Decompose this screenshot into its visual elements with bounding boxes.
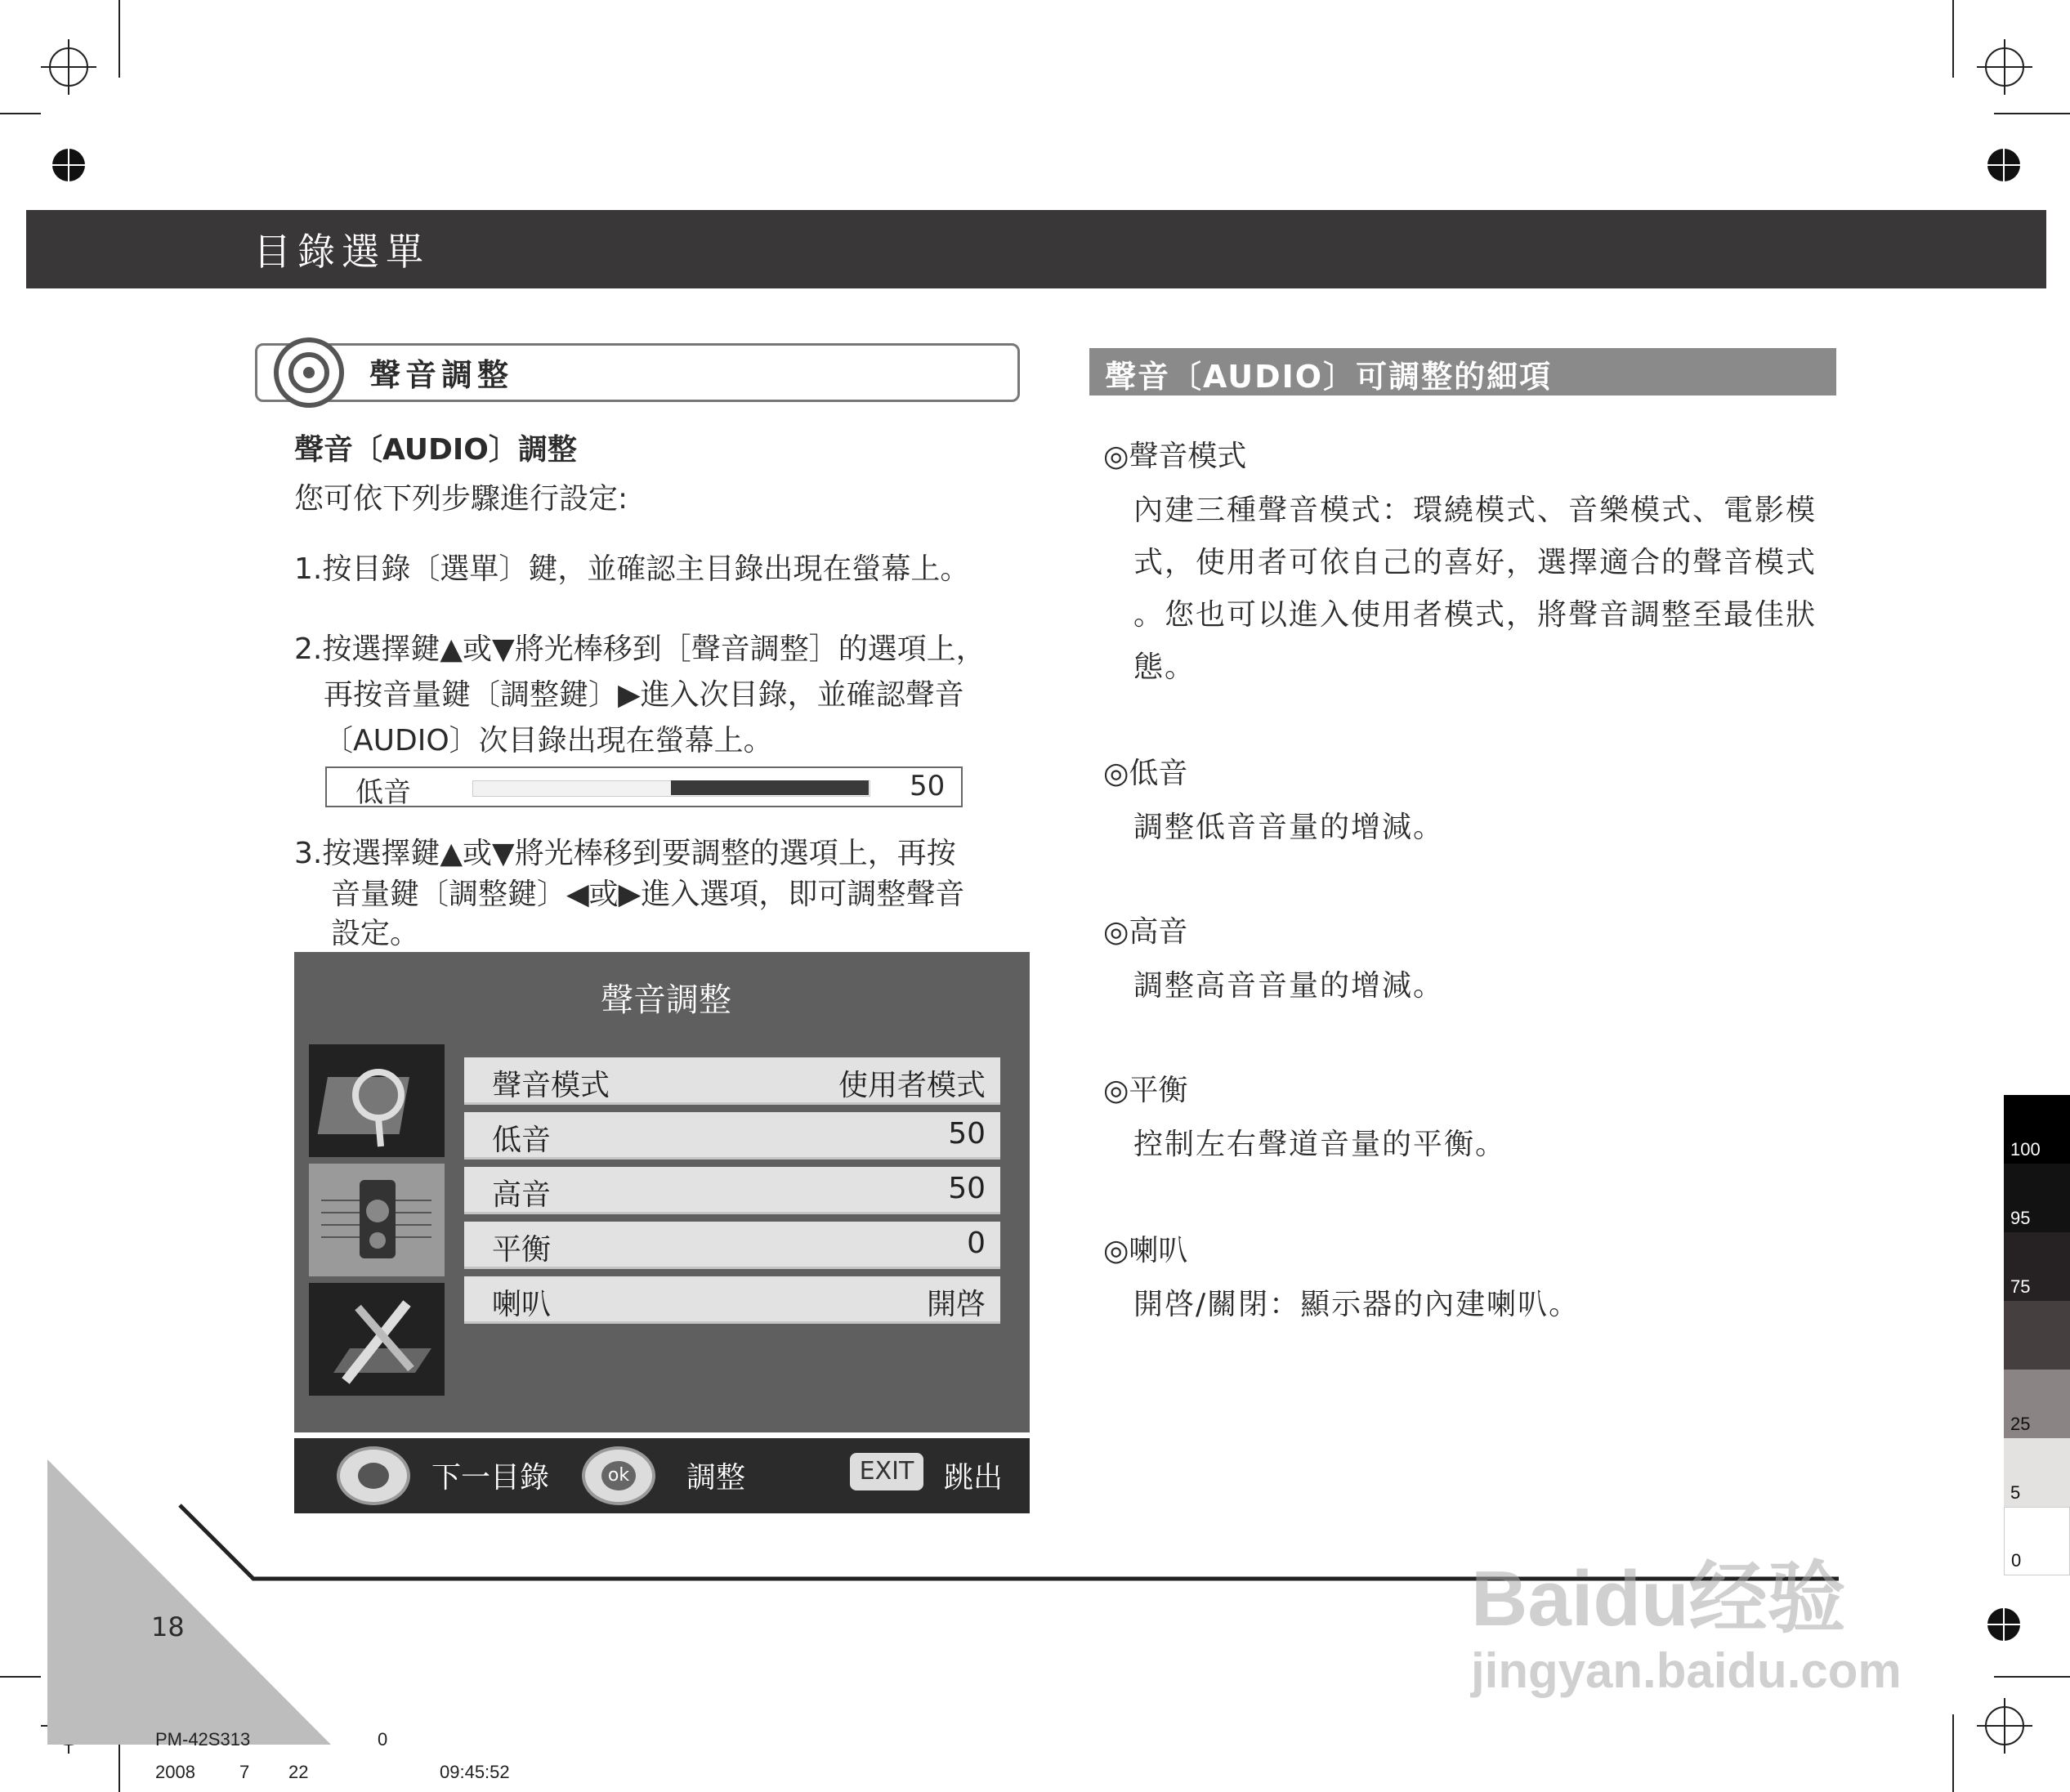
grayscale-patch: 75 — [2004, 1232, 2070, 1301]
picture-search-icon — [309, 1044, 445, 1157]
osd-row-bass[interactable] — [464, 1112, 1000, 1160]
crop-mark — [118, 0, 120, 78]
speaker-music-icon — [309, 1164, 445, 1276]
grayscale-patch: 100 — [2004, 1095, 2070, 1164]
page-number: 18 — [151, 1611, 185, 1642]
footer-exit-label: 跳出 — [944, 1461, 1004, 1495]
osd-sidebar-audio[interactable] — [309, 1164, 445, 1276]
step-2-line-1: 2.按選擇鍵▲或▼將光棒移到［聲音調整］的選項上， — [294, 632, 986, 666]
watermark-url: jingyan.baidu.com — [1471, 1643, 1902, 1698]
osd-row-value: 50 — [948, 1117, 986, 1151]
grayscale-patch: 95 — [2004, 1164, 2070, 1232]
item-title-bass: ◎低音 — [1103, 757, 1188, 790]
item-desc-line: 調整低音音量的增減。 — [1133, 811, 1445, 844]
intro-text: 您可依下列步驟進行設定: — [294, 482, 628, 516]
registration-mark-icon — [49, 47, 88, 87]
osd-row-label: 平衡 — [492, 1233, 552, 1267]
registration-dot-icon — [1987, 149, 2020, 181]
grayscale-patch — [2004, 1301, 2070, 1370]
osd-sidebar-picture[interactable] — [309, 1044, 445, 1157]
registration-mark-icon — [1985, 47, 2024, 87]
osd-row-speaker[interactable] — [464, 1276, 1000, 1324]
item-desc-line: 調整高音音量的增減。 — [1133, 969, 1445, 1003]
watermark-brand: Baidu经验 — [1471, 1555, 1846, 1642]
bass-slider-fill — [671, 780, 870, 795]
osd-row-label: 聲音模式 — [492, 1069, 610, 1102]
section-title: 聲音調整 — [369, 357, 514, 393]
registration-dot-icon — [52, 149, 85, 181]
item-title-balance: ◎平衡 — [1103, 1074, 1188, 1107]
step-3-line-1: 3.按選擇鍵▲或▼將光棒移到要調整的選項上，再按 — [294, 837, 956, 870]
osd-row-balance[interactable] — [464, 1222, 1000, 1269]
footer-adjust-label: 調整 — [686, 1461, 746, 1495]
audio-target-icon — [274, 337, 344, 408]
crop-mark — [1952, 0, 1954, 78]
print-day: 22 — [288, 1762, 309, 1782]
osd-row-label: 喇叭 — [492, 1288, 552, 1321]
crop-mark — [0, 113, 41, 114]
osd-row-sound-mode[interactable] — [464, 1057, 1000, 1105]
item-title-speaker: ◎喇叭 — [1103, 1234, 1188, 1267]
osd-title: 聲音調整 — [601, 981, 731, 1019]
item-desc-line: 態。 — [1133, 650, 1196, 684]
print-time: 09:45:52 — [440, 1762, 510, 1782]
grayscale-patch: 25 — [2004, 1370, 2070, 1438]
audio-heading: 聲音〔AUDIO〕調整 — [294, 433, 577, 467]
exit-button-icon: EXIT — [850, 1453, 923, 1490]
page-zero: 0 — [378, 1729, 388, 1750]
footer-next-label: 下一目錄 — [431, 1461, 550, 1495]
step-1: 1.按目錄〔選單〕鍵，並確認主目錄出現在螢幕上。 — [294, 552, 970, 586]
osd-row-treble[interactable] — [464, 1167, 1000, 1214]
osd-row-value: 50 — [948, 1172, 986, 1205]
print-year: 2008 — [155, 1762, 195, 1782]
item-title-treble: ◎高音 — [1103, 915, 1188, 949]
bass-slider-value: 50 — [910, 770, 946, 802]
model-code: PM-42S313 — [155, 1729, 251, 1750]
right-section-title: 聲音〔AUDIO〕可調整的細項 — [1105, 359, 1553, 395]
item-desc-line: 開啓/關閉：顯示器的內建喇叭。 — [1133, 1288, 1580, 1321]
tools-icon — [309, 1283, 445, 1396]
print-month: 7 — [239, 1762, 250, 1782]
item-desc-line: 控制左右聲道音量的平衡。 — [1133, 1128, 1507, 1161]
step-3-line-2: 音量鍵〔調整鍵〕◀或▶進入選項，即可調整聲音 — [331, 878, 965, 911]
bass-slider-label: 低音 — [355, 776, 411, 809]
grayscale-patch: 0 — [2004, 1507, 2070, 1575]
osd-row-label: 高音 — [492, 1178, 552, 1212]
crop-mark — [1994, 113, 2070, 114]
osd-row-value: 開啓 — [926, 1288, 986, 1321]
grayscale-patch: 5 — [2004, 1438, 2070, 1507]
step-3-line-3: 設定。 — [331, 917, 420, 950]
item-desc-line: 式，使用者可依自己的喜好，選擇適合的聲音模式 — [1133, 546, 1817, 579]
item-desc-line: 內建三種聲音模式：環繞模式、音樂模式、電影模 — [1133, 494, 1817, 527]
step-2-line-2: 再按音量鍵〔調整鍵〕▶進入次目錄，並確認聲音 — [324, 678, 964, 712]
osd-sidebar-setup[interactable] — [309, 1283, 445, 1396]
item-desc-line: 。您也可以進入使用者模式，將聲音調整至最佳狀 — [1133, 598, 1817, 632]
osd-row-value: 0 — [967, 1227, 986, 1260]
osd-row-value: 使用者模式 — [838, 1069, 986, 1102]
ok-pad-icon: ok — [582, 1446, 655, 1505]
step-2-line-3: 〔AUDIO〕次目錄出現在螢幕上。 — [324, 724, 773, 757]
page-title: 目錄選單 — [253, 230, 430, 274]
osd-row-label: 低音 — [492, 1124, 552, 1157]
item-title-sound-mode: ◎聲音模式 — [1103, 440, 1247, 473]
